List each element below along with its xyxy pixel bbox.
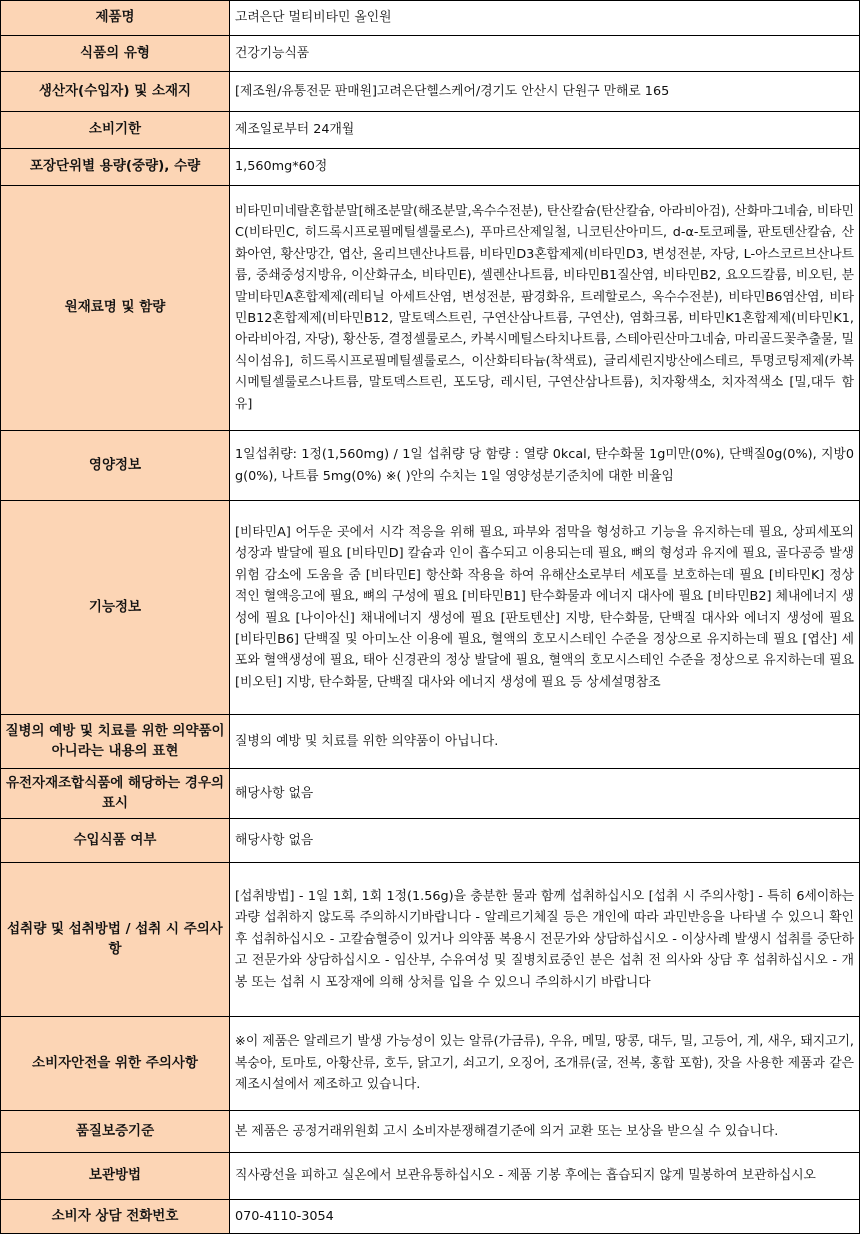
row-label: 기능정보	[1, 501, 230, 715]
row-value: ※이 제품은 알레르기 발생 가능성이 있는 알류(가금류), 우유, 메밀, 땅콩, 대두, 밀, 고등어, 게, 새우, 돼지고기, 복숭아, 토마토, 아황산류, 호두, 닭고기, 쇠고기, 오징어, 조개류(굴, 전복, 홍합 포함), 잣을 사용한 제품과 같은 제조시설에서 제조하고 있습니다.	[230, 1017, 860, 1111]
row-label: 품질보증기준	[1, 1111, 230, 1153]
row-gmo	[1, 769, 860, 819]
row-storage	[1, 1153, 860, 1200]
row-product-name	[1, 1, 860, 36]
row-not-medicine	[1, 715, 860, 769]
row-label: 보관방법	[1, 1153, 230, 1200]
row-function	[1, 501, 860, 715]
row-label: 생산자(수입자) 및 소재지	[1, 72, 230, 112]
row-label: 수입식품 여부	[1, 819, 230, 863]
row-value: 070-4110-3054	[230, 1200, 860, 1234]
row-package-size	[1, 149, 860, 186]
row-label: 유전자재조합식품에 해당하는 경우의 표시	[1, 769, 230, 819]
row-label: 소비자 상담 전화번호	[1, 1200, 230, 1234]
row-value: [제조원/유통전문 판매원]고려은단헬스케어/경기도 안산시 단원구 만해로 165	[230, 72, 860, 112]
row-ingredients	[1, 186, 860, 431]
row-expiry	[1, 112, 860, 149]
row-value: 질병의 예방 및 치료를 위한 의약품이 아닙니다.	[230, 715, 860, 769]
row-label: 포장단위별 용량(중량), 수량	[1, 149, 230, 186]
row-value: 1일섭취량: 1정(1,560mg) / 1일 섭취량 당 함량 : 열량 0kcal, 탄수화물 1g미만(0%), 단백질0g(0%), 지방0g(0%), 나트륨 5mg(0%) ※( )안의 수치는 1일 영양성분기준치에 대한 비율임	[230, 431, 860, 501]
row-value: 본 제품은 공정거래위원회 고시 소비자분쟁해결기준에 의거 교환 또는 보상을 받으실 수 있습니다.	[230, 1111, 860, 1153]
row-value: 해당사항 없음	[230, 819, 860, 863]
row-value: 비타민미네랄혼합분말[해조분말(해조분말,옥수수전분), 탄산칼슘(탄산칼슘, 아라비아검), 산화마그네슘, 비타민C(비타민C, 히드록시프로필메틸셀룰로스), 푸마르산제일철, 니코틴산아미드, d-α-토코페롤, 판토텐산칼슘, 산화아연, 황산망간, 엽산, 올리브덴산나트륨, 비타민D3혼합제제(비타민D3, 변성전분, 자당, L-아스코르브산나트륨, 중쇄중성지방유, 이산화규소, 비타민E), 셀렌산나트륨, 비타민B1질산염, 비타민B2, 요오드칼륨, 비오틴, 분말비타민A혼합제제(레티닐 아세트산염, 변성전분, 팜경화유, 트레할로스, 옥수수전분), 비타민B6염산염, 비타민B12혼합제제(비타민B12, 말토덱스트린, 구연산삼나트륨, 구연산), 염화크롬, 비타민K1혼합제제(비타민K1, 아라비아검, 자당), 황산동, 결정셀룰로스, 카복시메틸스타치나트륨, 스테아린산마그네슘, 마리골드꽃추출물, 밀식이섬유], 히드록시프로필메틸셀룰로스, 이산화티타늄(착색료), 글리세린지방산에스테르, 투명코팅제제(카복시메틸셀룰로스나트륨, 말토덱스트린, 포도당, 레시틴, 구연산삼나트륨), 치자황색소, 치자적색소 [밀,대두 함유]	[230, 186, 860, 431]
row-label: 영양정보	[1, 431, 230, 501]
row-value: 해당사항 없음	[230, 769, 860, 819]
row-manufacturer	[1, 72, 860, 112]
row-label: 소비기한	[1, 112, 230, 149]
row-label: 섭취량 및 섭취방법 / 섭취 시 주의사항	[1, 863, 230, 1017]
row-nutrition	[1, 431, 860, 501]
row-quality	[1, 1111, 860, 1153]
row-contact	[1, 1200, 860, 1234]
row-imported	[1, 819, 860, 863]
row-value: 직사광선을 피하고 실온에서 보관유통하십시오 - 제품 기봉 후에는 흡습되지 않게 밀봉하여 보관하십시오	[230, 1153, 860, 1200]
row-value: 고려은단 멀티비타민 올인원	[230, 1, 860, 36]
row-label: 소비자안전을 위한 주의사항	[1, 1017, 230, 1111]
row-safety	[1, 1017, 860, 1111]
row-label: 제품명	[1, 1, 230, 36]
row-label: 식품의 유형	[1, 36, 230, 72]
row-food-type	[1, 36, 860, 72]
row-value: 건강기능식품	[230, 36, 860, 72]
row-value: 1,560mg*60정	[230, 149, 860, 186]
row-intake	[1, 863, 860, 1017]
row-value: 제조일로부터 24개월	[230, 112, 860, 149]
row-value: [섭취방법] - 1일 1회, 1회 1정(1.56g)을 충분한 물과 함께 섭취하십시오 [섭취 시 주의사항] - 특히 6세이하는 과량 섭취하지 않도록 주의하시기바랍니다 - 알레르기체질 등은 개인에 따라 과민반응을 나타낼 수 있으니 확인 후 섭취하십시오 - 고칼슘혈증이 있거나 의약품 복용시 전문가와 상담하십시오 - 이상사례 발생시 섭취를 중단하고 전문가와 상담하십시오 - 임산부, 수유여성 및 질병치료중인 분은 섭취 전 의사와 상담 후 섭취하십시오 - 개봉 또는 섭취 시 포장재에 의해 상처를 입을 수 있으니 주의하시기 바랍니다	[230, 863, 860, 1017]
row-value: [비타민A] 어두운 곳에서 시각 적응을 위해 필요, 파부와 점막을 형성하고 기능을 유지하는데 필요, 상피세포의 성장과 발달에 필요 [비타민D] 칼슘과 인이 흡수되고 이용되는데 필요, 뼈의 형성과 유지에 필요, 골다공증 발생 위험 감소에 도움을 줌 [비타민E] 항산화 작용을 하여 유해산소로부터 세포를 보호하는데 필요 [비타민K] 정상적인 혈액응고에 필요, 뼈의 구성에 필요 [비타민B1] 탄수화물과 에너지 대사에 필요 [비타민B2] 체내에너지 생성에 필요 [나이아신] 채내에너지 생성에 필요 [판토텐산] 지방, 탄수화물, 단백질 대사와 에너지 생성에 필요 [비타민B6] 단백질 및 아미노산 이용에 필요, 혈액의 호모시스테인 수준을 정상으로 유지하는데 필요 [엽산] 세포와 혈액생성에 필요, 태아 신경관의 정상 발달에 필요, 혈액의 호모시스테인 수준을 정상으로 유지하는데 필요 [비오틴] 지방, 탄수화물, 단백질 대사와 에너지 생성에 필요 등 상세설명참조	[230, 501, 860, 715]
row-label: 원재료명 및 함량	[1, 186, 230, 431]
row-label: 질병의 예방 및 치료를 위한 의약품이 아니라는 내용의 표현	[1, 715, 230, 769]
